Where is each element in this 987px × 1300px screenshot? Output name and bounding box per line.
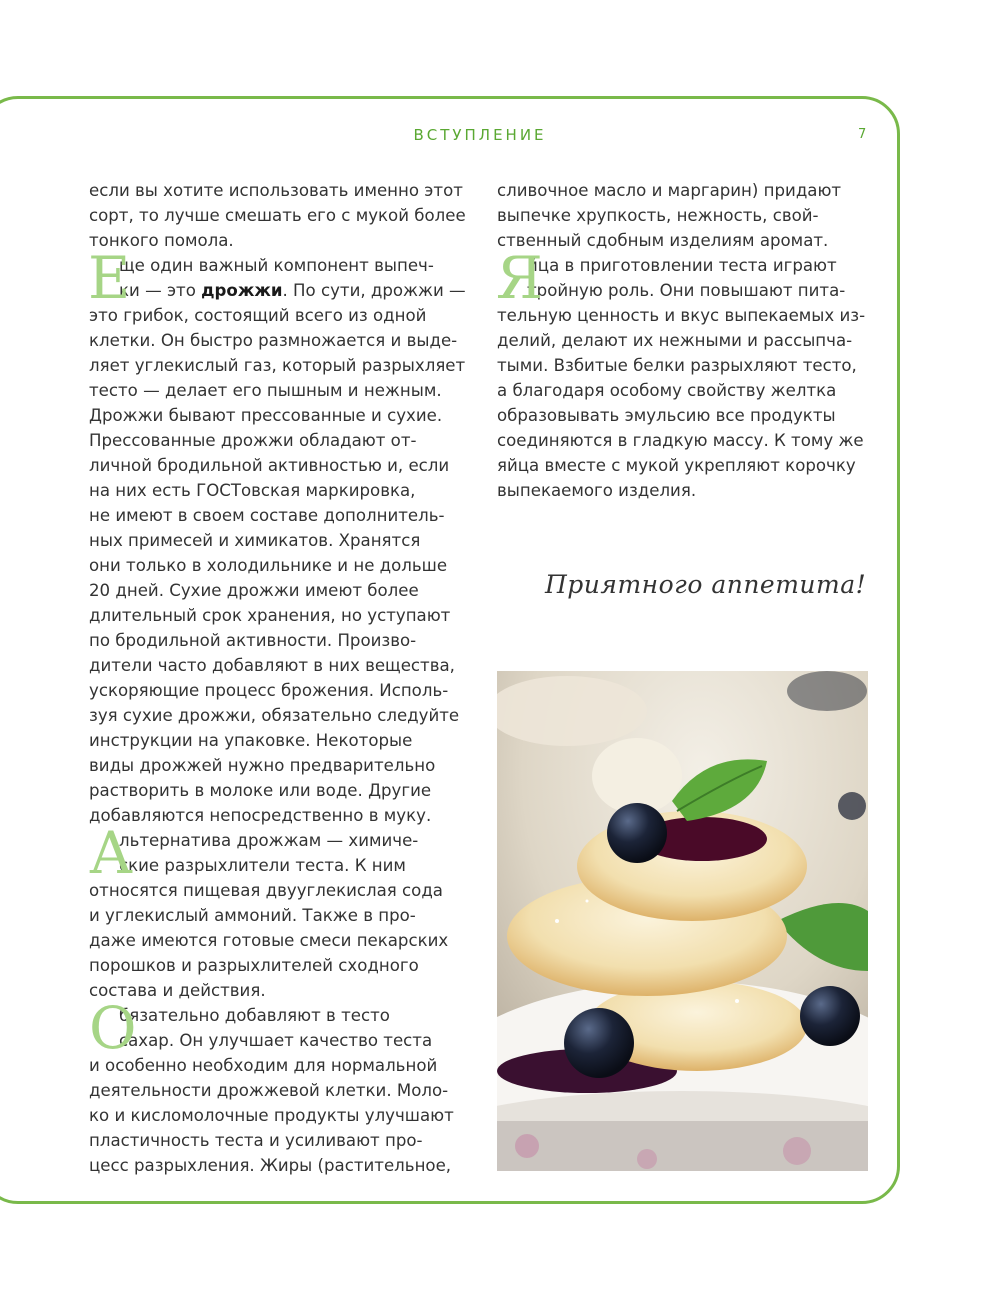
- text-line: тесто — делает его пышным и нежным.: [89, 381, 442, 400]
- text-line: Дрожжи бывают прессованные и сухие.: [89, 406, 443, 425]
- text-line: они только в холодильнике и не дольше: [89, 556, 448, 575]
- text-line: даже имеются готовые смеси пекарских: [89, 931, 449, 950]
- syrniki-with-blueberries-and-mint-icon: [497, 671, 868, 1171]
- text-line: выпекаемого изделия.: [497, 481, 697, 500]
- text-line: сливочное масло и маргарин) придают: [497, 181, 842, 200]
- text-line: ще один важный компонент выпеч-: [119, 256, 434, 275]
- text-line: 20 дней. Сухие дрожжи имеют более: [89, 581, 419, 600]
- text-fragment: ки — это: [119, 281, 202, 300]
- closing-handwritten-text: Приятного аппетита!: [545, 570, 867, 599]
- text-line: личной бродильной активностью и, если: [89, 456, 450, 475]
- drop-cap-a: А: [89, 819, 133, 887]
- drop-cap-ya: Я: [496, 244, 543, 312]
- text-line: на них есть ГОСТовская маркировка,: [89, 481, 416, 500]
- drop-cap-e: Е: [88, 244, 131, 312]
- text-line: по бродильной активности. Произво-: [89, 631, 417, 650]
- text-line: [89, 278, 469, 303]
- text-line: относятся пищевая двууглекислая сода: [89, 881, 443, 900]
- text-line: и особенно необходим для нормальной: [89, 1056, 438, 1075]
- text-line: и углекислый аммоний. Также в про-: [89, 906, 416, 925]
- text-line: ускоряющие процесс брожения. Исполь-: [89, 681, 449, 700]
- text-line: ские разрыхлители теста. К ним: [119, 856, 406, 875]
- food-photo: [497, 671, 868, 1171]
- right-column: [497, 178, 877, 503]
- text-line: Прессованные дрожжи обладают от-: [89, 431, 417, 450]
- section-title: ВСТУПЛЕНИЕ: [413, 126, 547, 144]
- text-line: не имеют в своем составе дополнитель-: [89, 506, 445, 525]
- text-line: выпечке хрупкость, нежность, свой-: [497, 206, 819, 225]
- text-line: дители часто добавляют в них вещества,: [89, 656, 455, 675]
- text-line: ляет углекислый газ, который разрыхляет: [89, 356, 466, 375]
- text-line: тельную ценность и вкус выпекаемых из-: [497, 306, 866, 325]
- left-column: [89, 178, 469, 1178]
- text-line: образовывать эмульсию все продукты: [497, 406, 836, 425]
- text-line: тройную роль. Они повышают пита-: [527, 281, 846, 300]
- text-line: льтернатива дрожжам — химиче-: [119, 831, 419, 850]
- text-line: тонкого помола.: [89, 231, 234, 250]
- text-line: деятельности дрожжевой клетки. Моло-: [89, 1081, 449, 1100]
- text-line: длительный срок хранения, но уступают: [89, 606, 451, 625]
- text-line: добавляются непосредственно в муку.: [89, 806, 432, 825]
- text-line: ственный сдобным изделиям аромат.: [497, 231, 829, 250]
- text-line: сорт, то лучше смешать его с мукой более: [89, 206, 466, 225]
- text-line: йца в приготовлении теста играют: [527, 256, 837, 275]
- drop-cap-o: О: [89, 994, 137, 1062]
- text-line: ных примесей и химикатов. Хранятся: [89, 531, 421, 550]
- text-line: сахар. Он улучшает качество теста: [119, 1031, 433, 1050]
- text-line: растворить в молоке или воде. Другие: [89, 781, 432, 800]
- text-line: если вы хотите использовать именно этот: [89, 181, 463, 200]
- text-line: инструкции на упаковке. Некоторые: [89, 731, 413, 750]
- text-line: яйца вместе с мукой укрепляют корочку: [497, 456, 856, 475]
- text-line: виды дрожжей нужно предварительно: [89, 756, 436, 775]
- bold-term-yeast: дрожжи: [201, 281, 283, 300]
- text-line: состава и действия.: [89, 981, 266, 1000]
- text-line: порошков и разрыхлителей сходного: [89, 956, 419, 975]
- text-line: это грибок, состоящий всего из одной: [89, 306, 427, 325]
- text-line: бязательно добавляют в тесто: [119, 1006, 390, 1025]
- text-line: цесс разрыхления. Жиры (растительное,: [89, 1156, 452, 1175]
- text-line: клетки. Он быстро размножается и выде-: [89, 331, 458, 350]
- text-line: ко и кисломолочные продукты улучшают: [89, 1106, 454, 1125]
- text-line: соединяются в гладкую массу. К тому же: [497, 431, 864, 450]
- text-line: делий, делают их нежными и рассыпча-: [497, 331, 853, 350]
- text-line: зуя сухие дрожжи, обязательно следуйте: [89, 706, 460, 725]
- text-line: тыми. Взбитые белки разрыхляют тесто,: [497, 356, 857, 375]
- text-fragment: . По сути, дрожжи —: [282, 281, 466, 300]
- page-number: 7: [858, 127, 867, 142]
- text-line: а благодаря особому свойству желтка: [497, 381, 837, 400]
- text-line: пластичность теста и усиливают про-: [89, 1131, 423, 1150]
